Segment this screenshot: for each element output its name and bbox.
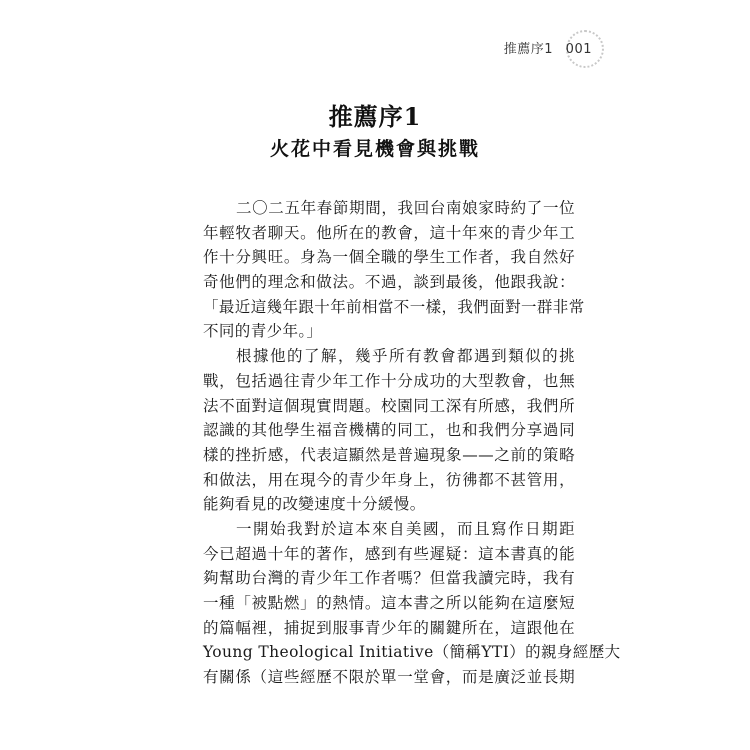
paragraph-line: 和做法，用在現今的青少年身上，彷彿都不甚管用，: [203, 470, 575, 489]
paragraph-line: 夠幫助台灣的青少年工作者嗎？但當我讀完時，我有: [203, 569, 575, 588]
paragraph-line: 「最近這幾年跟十年前相當不一樣，我們面對一群非常: [203, 297, 585, 316]
paragraph-line: 戰，包括過往青少年工作十分成功的大型教會，也無: [203, 371, 575, 390]
chapter-subtitle: 火花中看見機會與挑戰: [269, 138, 480, 160]
paragraph-line: 能夠看見的改變速度十分緩慢。: [203, 495, 426, 514]
paragraph-line: 年輕牧者聊天。他所在的教會，這十年來的青少年工: [203, 223, 575, 242]
paragraph-line: 認識的其他學生福音機構的同工，也和我們分享過同: [203, 421, 575, 440]
paragraph-line: 作十分興旺。身為一個全職的學生工作者，我自然好: [203, 248, 575, 267]
page-number: 001: [565, 42, 592, 57]
paragraph-line: 有關係（這些經歷不限於單一堂會，而是廣泛並長期: [203, 668, 575, 687]
paragraph-line: 不同的青少年。」: [203, 322, 323, 341]
running-header: [504, 38, 592, 57]
chapter-title: 推薦序1: [328, 102, 422, 131]
paragraph-line: 法不面對這個現實問題。校園同工深有所感，我們所: [203, 396, 575, 415]
paragraph-line: 的篇幅裡，捕捉到服事青少年的關鍵所在，這跟他在: [203, 618, 575, 637]
paragraph-line: 奇他們的理念和做法。不過，談到最後，他跟我說：: [203, 273, 575, 292]
paragraph-line: 根據他的了解，幾乎所有教會都遇到類似的挑: [236, 347, 575, 366]
paragraph-line: Young Theological Initiative（簡稱YTI）的親身經歷大: [203, 643, 621, 662]
paragraph-line: 今已超過十年的著作，感到有些遲疑：這本書真的能: [203, 544, 575, 563]
paragraph-line: 二〇二五年春節期間，我回台南娘家時約了一位: [236, 199, 575, 217]
paragraph-line: 樣的挫折感，代表這顯然是普遍現象——之前的策略: [203, 445, 575, 464]
running-header-title: 推薦序1: [503, 42, 554, 57]
paragraph-line: 一開始我對於這本來自美國，而且寫作日期距: [236, 519, 575, 538]
body-text: [203, 196, 621, 690]
paragraph-line: 一種「被點燃」的熱情。這本書之所以能夠在這麼短: [203, 594, 575, 612]
